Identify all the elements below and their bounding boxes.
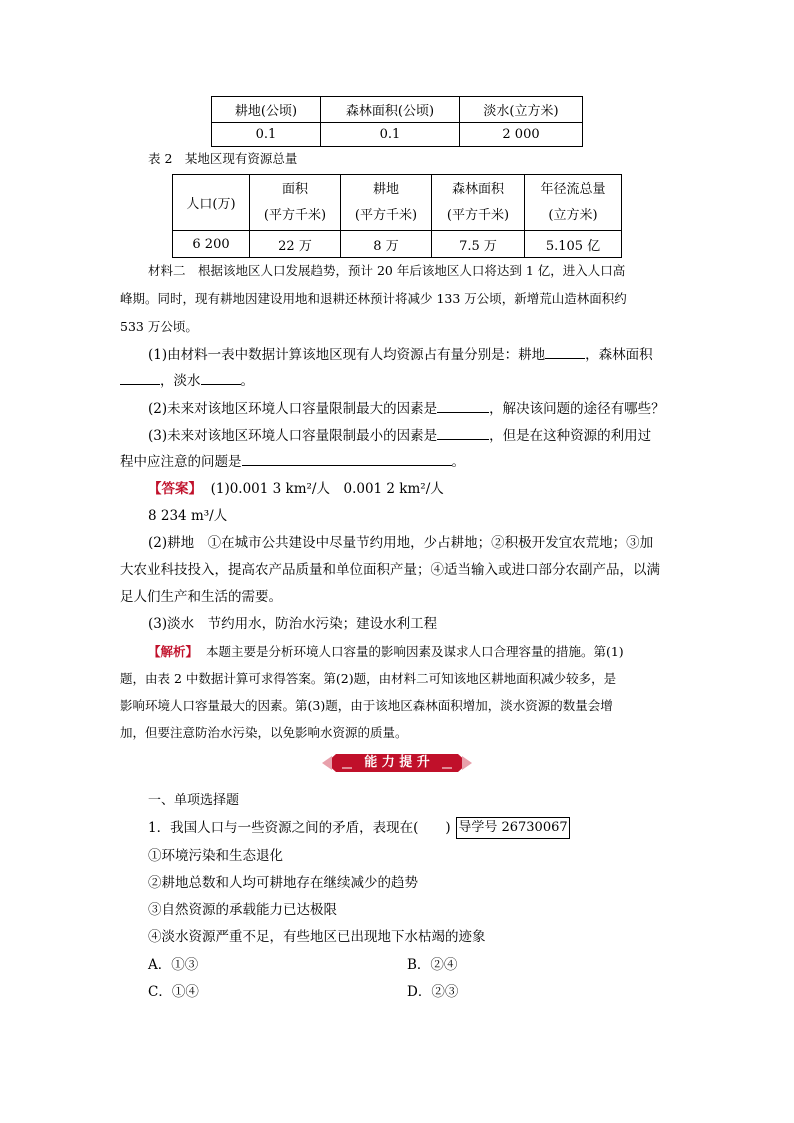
answer-line: 【答案】 (1)0.001 3 km²/人 0.001 2 km²/人 (148, 481, 444, 497)
table1-cell: 0.1 (321, 123, 460, 147)
table1-header: 耕地(公顷) (212, 97, 321, 123)
table2-header: 年径流总量 (立方米) (525, 175, 622, 231)
statement-item: ④淡水资源严重不足，有些地区已出现地下水枯竭的迹象 (148, 929, 486, 945)
question-1-cont: ，淡水 。 (120, 370, 254, 390)
table2-cell: 22 万 (250, 231, 341, 258)
answer-blank (437, 425, 489, 440)
answer-line: 8 234 m³/人 (148, 508, 228, 524)
table1-cell: 0.1 (212, 123, 321, 147)
question-1: (1)由材料一表中数据计算该地区现有人均资源占有量分别是：耕地 ，森林面积 (148, 344, 653, 364)
guide-number-box: 导学号 26730067 (456, 817, 570, 839)
statement-item: ③自然资源的承载能力已达极限 (148, 902, 337, 918)
analysis-line: 加，但要注意防治水污染，以免影响水资源的质量。 (120, 725, 408, 740)
question-stem: 1．我国人口与一些资源之间的矛盾，表现在( ) (148, 820, 451, 836)
table1-header: 森林面积(公顷) (321, 97, 460, 123)
answer-label: 【答案】 (148, 481, 202, 497)
answer-line: (2)耕地 ①在城市公共建设中尽量节约用地，少占耕地；②积极开发宜农荒地；③加 (148, 535, 654, 551)
analysis-label: 【解析】 (148, 644, 199, 659)
analysis-line: 题，由表 2 中数据计算可求得答案。第(2)题，由材料二可知该地区耕地面积减少较多，是 (120, 671, 617, 686)
option-b: B．②④ (407, 957, 458, 973)
option-d: D．②③ (407, 984, 459, 1000)
answer-blank (545, 344, 585, 359)
table1-header: 淡水(立方米) (460, 97, 583, 123)
section-banner (322, 752, 472, 774)
option-c: C．①④ (148, 984, 199, 1000)
answer-blank (120, 370, 160, 385)
answer-blank (437, 398, 489, 413)
answer-line: (3)淡水 节约用水，防治水污染；建设水利工程 (148, 616, 438, 632)
analysis-line: 【解析】 本题主要是分析环境人口容量的影响因素及谋求人口合理容量的措施。第(1) (148, 644, 624, 659)
table2-header: 耕地 (平方千米) (341, 175, 432, 231)
table-per-capita (211, 96, 583, 147)
table2-cell: 7.5 万 (432, 231, 525, 258)
table2-cell: 8 万 (341, 231, 432, 258)
table2-cell: 6 200 (173, 231, 250, 258)
statement-item: ①环境污染和生态退化 (148, 848, 283, 864)
table2-caption: 表 2 某地区现有资源总量 (148, 151, 298, 166)
table-resources (172, 174, 622, 258)
option-a: A．①③ (148, 957, 199, 973)
banner-title: 能 力 提 升 (364, 755, 430, 770)
material-line: 533 万公顷。 (120, 319, 198, 334)
analysis-line: 影响环境人口容量最大的因素。第(3)题，由于该地区森林面积增加，淡水资源的数量会增 (120, 698, 613, 713)
material-line: 峰期。同时，现有耕地因建设用地和退耕还林预计将减少 133 万公顷，新增荒山造林面积约 (120, 291, 627, 306)
material-line: 材料二 根据该地区人口发展趋势，预计 20 年后该地区人口将达到 1 亿，进入人口高 (148, 263, 626, 278)
table1-cell: 2 000 (460, 123, 583, 147)
question-3-cont: 程中应注意的问题是 。 (120, 451, 465, 471)
answer-line: 大农业科技投入，提高农产品质量和单位面积产量；④适当输入或进口部分农副产品，以满 (120, 562, 660, 578)
statement-item: ②耕地总数和人均可耕地存在继续减少的趋势 (148, 875, 418, 891)
answer-line: 足人们生产和生活的需要。 (120, 589, 282, 605)
answer-blank (242, 451, 452, 466)
section-title: 一、单项选择题 (148, 793, 240, 808)
table2-cell: 5.105 亿 (525, 231, 622, 258)
question-2: (2)未来对该地区环境人口容量限制最大的因素是 ，解决该问题的途径有哪些？ (148, 398, 665, 418)
answer-blank (201, 370, 241, 385)
question-3: (3)未来对该地区环境人口容量限制最小的因素是 ，但是在这种资源的利用过 (148, 425, 651, 445)
table2-header: 面积 (平方千米) (250, 175, 341, 231)
table2-header: 森林面积 (平方千米) (432, 175, 525, 231)
table2-header: 人口(万) (173, 175, 250, 231)
